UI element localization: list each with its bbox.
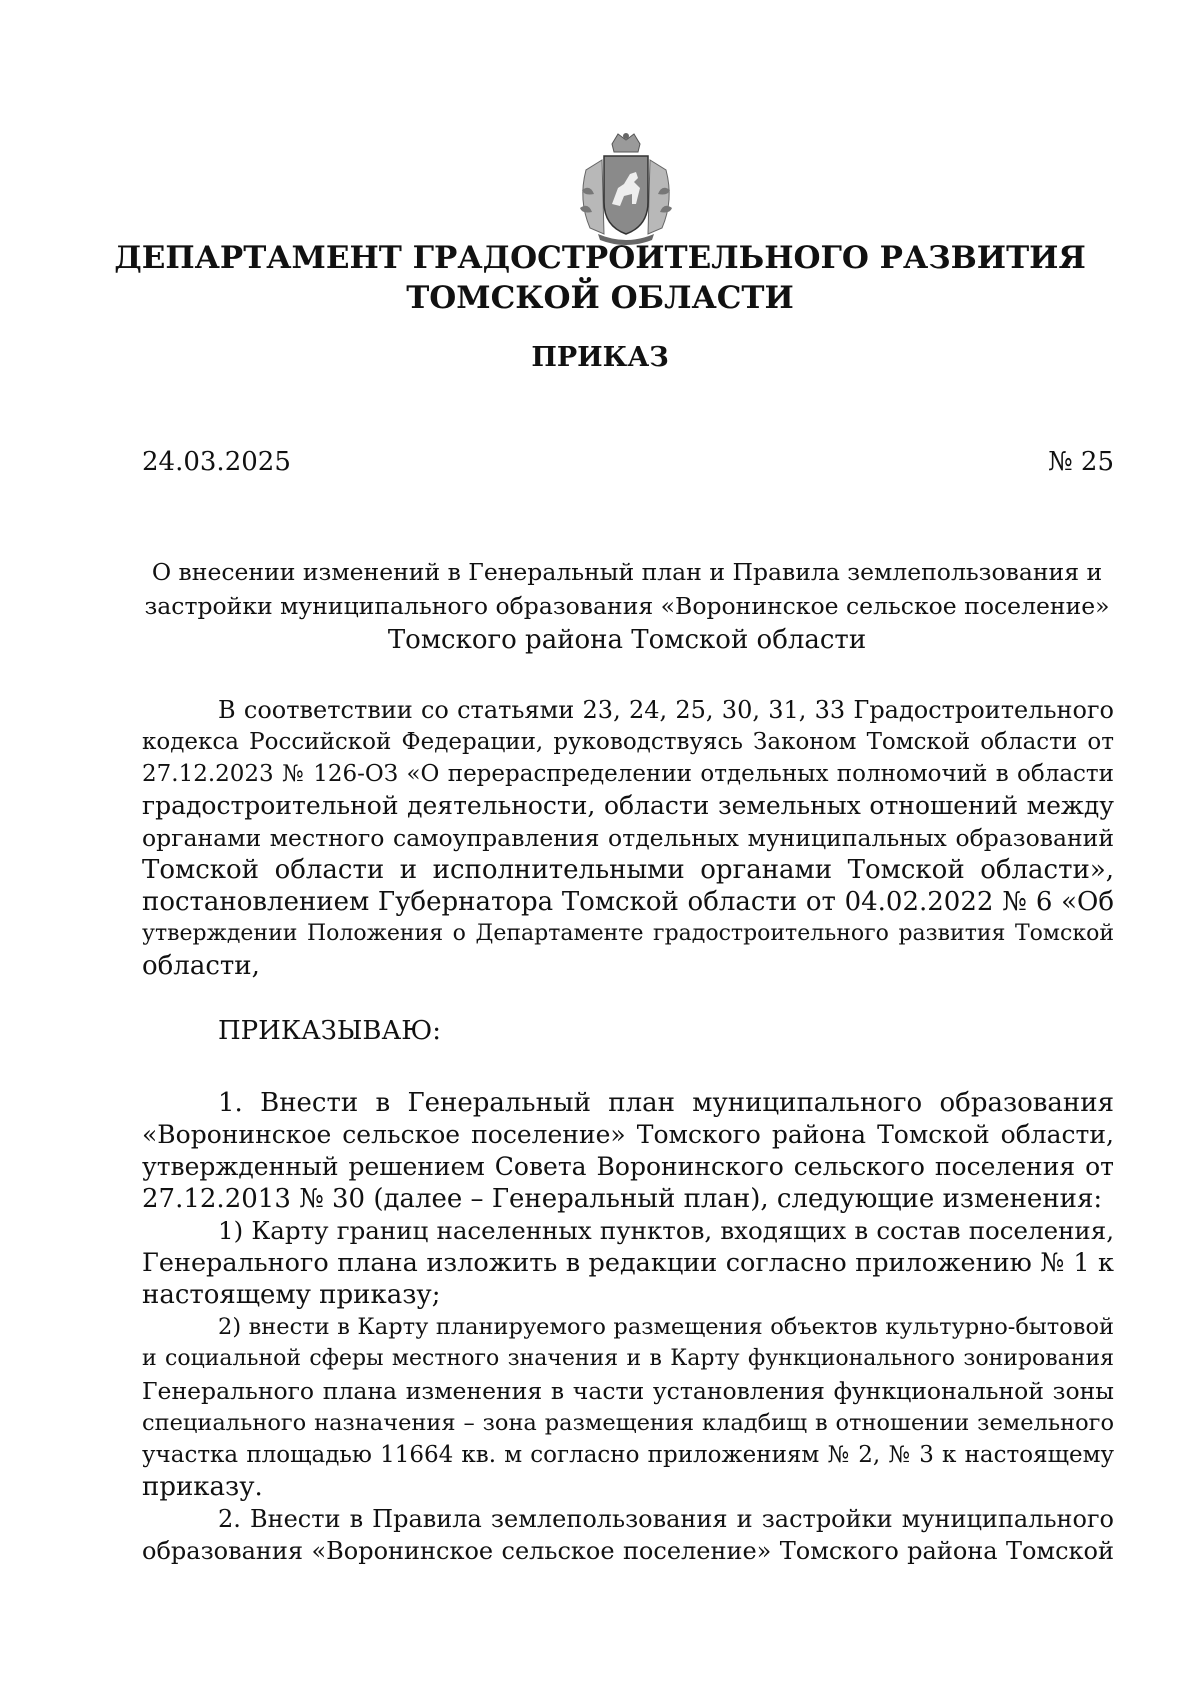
text-line: и социальной сферы местного значения и в Карту функционального зонирования <box>142 1346 1114 1371</box>
subject-line: застройки муниципального образования «Воронинское сельское поселение» <box>144 592 1110 620</box>
order-subject <box>142 555 1112 657</box>
order-word-paragraph <box>142 1015 1114 1047</box>
text-line: 27.12.2013 № 30 (далее – Генеральный план), следующие изменения: <box>142 1184 1103 1214</box>
coat-of-arms-icon <box>568 130 684 246</box>
text-line: 1) Карту границ населенных пунктов, входящих в состав поселения, <box>218 1216 1114 1245</box>
text-line: образования «Воронинское сельское поселение» Томского района Томской <box>142 1537 1114 1565</box>
subject-line: Томского района Томской области <box>387 625 867 655</box>
department-title-line1: ДЕПАРТАМЕНТ ГРАДОСТРОИТЕЛЬНОГО РАЗВИТИЯ <box>114 240 1086 276</box>
text-line: приказу. <box>142 1472 263 1502</box>
order-word: ПРИКАЗЫВАЮ: <box>218 1016 442 1046</box>
text-line: 2. Внести в Правила землепользования и застройки муниципального <box>218 1505 1114 1533</box>
text-line: градостроительной деятельности, области земельных отношений между <box>142 791 1114 820</box>
text-line: участка площадью 11664 кв. м согласно приложениям № 2, № 3 к настоящему <box>142 1442 1114 1468</box>
order-number: № 25 <box>1048 447 1114 477</box>
text-line: области, <box>142 951 260 981</box>
text-line: органами местного самоуправления отдельных муниципальных образований <box>142 824 1114 852</box>
department-title-line2: ТОМСКОЙ ОБЛАСТИ <box>406 280 794 316</box>
document-type: ПРИКАЗ <box>531 342 669 373</box>
preamble-paragraph <box>142 694 1114 982</box>
text-line: настоящему приказу; <box>142 1280 441 1310</box>
subject-line: О внесении изменений в Генеральный план и Правила землепользования и <box>151 558 1103 586</box>
text-line: специального назначения – зона размещения кладбищ в отношении земельного <box>142 1410 1114 1436</box>
department-title <box>100 238 1100 318</box>
text-line: В соответствии со статьями 23, 24, 25, 30, 31, 33 Градостроительного <box>218 696 1114 724</box>
text-line: утверждении Положения о Департаменте градостроительного развития Томской <box>142 921 1114 946</box>
order-items-paragraph <box>142 1087 1114 1567</box>
text-line: Генерального плана изменения в части установления функциональной зоны <box>142 1377 1114 1405</box>
text-line: постановлением Губернатора Томской области от 04.02.2022 № 6 «Об <box>142 887 1114 917</box>
text-line: 27.12.2023 № 126-ОЗ «О перераспределении отдельных полномочий в области <box>142 761 1114 787</box>
text-line: Генерального плана изложить в редакции согласно приложению № 1 к <box>142 1248 1114 1278</box>
text-line: «Воронинское сельское поселение» Томского района Томской области, <box>142 1120 1114 1149</box>
text-line: 2) внести в Карту планируемого размещения объектов культурно-бытовой <box>218 1314 1114 1340</box>
text-line: Томской области и исполнительными органами Томской области», <box>142 855 1114 885</box>
text-line: кодекса Российской Федерации, руководствуясь Законом Томской области от <box>142 729 1114 755</box>
text-line: 1. Внести в Генеральный план муниципального образования <box>218 1088 1114 1118</box>
text-line: утвержденный решением Совета Воронинского сельского поселения от <box>142 1152 1114 1181</box>
order-date: 24.03.2025 <box>142 447 291 477</box>
